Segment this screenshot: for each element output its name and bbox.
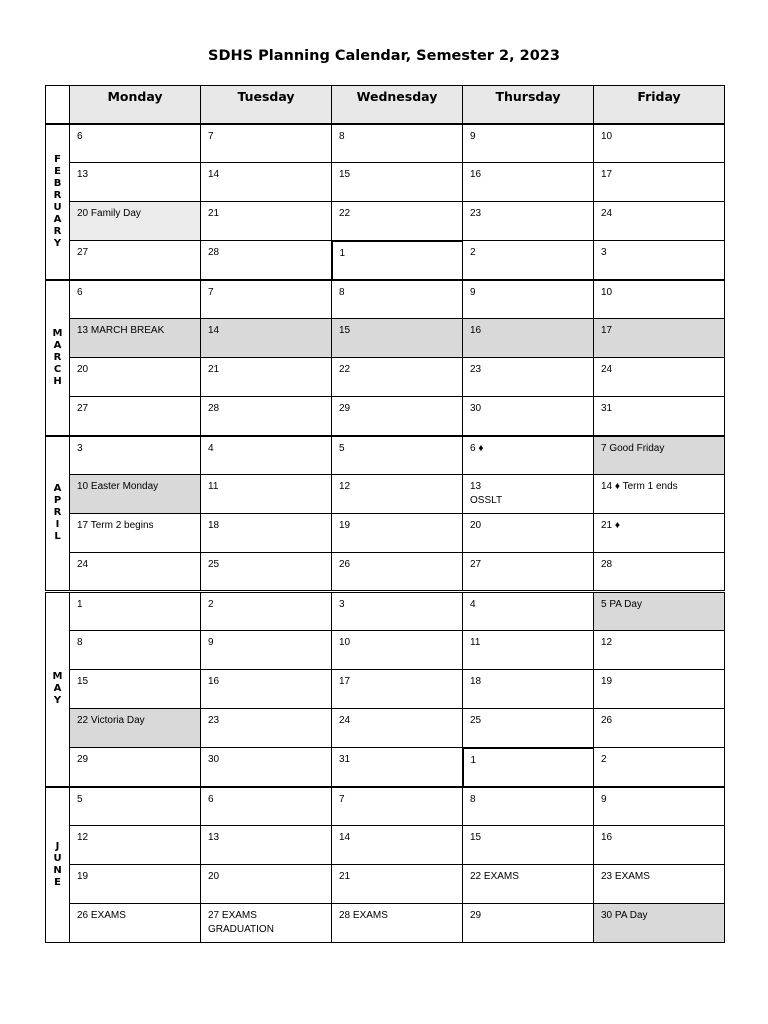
- day-cell-tuesday: [201, 280, 332, 319]
- day-cell-tuesday: [201, 514, 332, 553]
- day-cell-wednesday: [332, 553, 463, 592]
- day-text: 1: [470, 754, 477, 766]
- day-cell-friday: [594, 553, 725, 592]
- day-cell-monday: [70, 202, 201, 241]
- day-cell-wednesday: [332, 787, 463, 826]
- month-letter: J: [55, 840, 60, 852]
- month-block-march: [46, 280, 725, 436]
- day-cell-monday: [70, 904, 201, 943]
- week-row: [46, 124, 725, 163]
- day-cell-monday: [70, 709, 201, 748]
- day-text: 24: [601, 208, 613, 219]
- day-cell-thursday: [463, 904, 594, 943]
- day-cell-monday: [70, 280, 201, 319]
- day-cell-friday: [594, 163, 725, 202]
- week-row: [46, 787, 725, 826]
- day-text: 30: [208, 754, 220, 765]
- day-cell-monday: [70, 592, 201, 631]
- day-text: 15: [77, 676, 89, 687]
- day-cell-thursday: [463, 670, 594, 709]
- day-cell-friday: [594, 631, 725, 670]
- month-letter: U: [53, 201, 62, 213]
- day-text: 3: [77, 442, 83, 454]
- week-row: [46, 202, 725, 241]
- month-block-may: [46, 592, 725, 787]
- month-letter: H: [53, 375, 62, 387]
- day-cell-wednesday: [332, 631, 463, 670]
- day-text: 25: [208, 559, 220, 570]
- day-cell-thursday: [463, 748, 594, 787]
- day-cell-tuesday: [201, 709, 332, 748]
- day-cell-tuesday: [201, 397, 332, 436]
- day-text: 10: [601, 130, 613, 142]
- day-cell-wednesday: [332, 319, 463, 358]
- month-letter: P: [53, 495, 62, 507]
- day-cell-thursday: [463, 475, 594, 514]
- day-cell-wednesday: [332, 202, 463, 241]
- day-cell-thursday: [463, 436, 594, 475]
- day-cell-friday: [594, 397, 725, 436]
- month-letter: F: [54, 153, 61, 165]
- weekday-header-wednesday: Wednesday: [332, 86, 463, 124]
- day-text: 28 EXAMS: [339, 910, 388, 921]
- day-text: 2: [208, 599, 214, 610]
- day-text: 17 Term 2 begins: [77, 520, 154, 531]
- day-cell-tuesday: [201, 124, 332, 163]
- week-row: [46, 358, 725, 397]
- day-text: 16: [601, 832, 613, 843]
- day-cell-friday: [594, 241, 725, 280]
- week-row: [46, 592, 725, 631]
- day-text: 29: [470, 910, 482, 921]
- week-row: [46, 514, 725, 553]
- day-cell-thursday: [463, 124, 594, 163]
- month-letter: Y: [53, 695, 62, 707]
- day-cell-monday: [70, 163, 201, 202]
- weekday-header-tuesday: Tuesday: [201, 86, 332, 124]
- day-cell-thursday: [463, 514, 594, 553]
- day-text: 15: [339, 169, 351, 180]
- month-block-june: [46, 787, 725, 943]
- month-label-april: [46, 436, 70, 592]
- day-cell-friday: [594, 475, 725, 514]
- day-text: 16: [470, 325, 482, 336]
- day-cell-friday: [594, 826, 725, 865]
- day-cell-monday: [70, 358, 201, 397]
- day-cell-tuesday: [201, 592, 332, 631]
- day-text: 23: [470, 208, 482, 219]
- week-row: [46, 709, 725, 748]
- planning-calendar-table: [45, 85, 725, 943]
- week-row: [46, 397, 725, 436]
- day-text-line2: GRADUATION: [208, 924, 274, 935]
- day-cell-tuesday: [201, 631, 332, 670]
- day-text: 14: [339, 832, 351, 843]
- day-text: 22: [339, 364, 351, 375]
- day-cell-tuesday: [201, 748, 332, 787]
- day-text: 7 Good Friday: [601, 442, 665, 454]
- month-letter: Y: [53, 237, 62, 249]
- day-text: 10: [339, 637, 351, 648]
- day-text: 17: [339, 676, 351, 687]
- day-text: 9: [601, 793, 607, 805]
- day-text: 25: [470, 715, 482, 726]
- day-text: 7: [208, 286, 214, 298]
- day-cell-tuesday: [201, 319, 332, 358]
- day-text: 24: [339, 715, 351, 726]
- week-row: [46, 319, 725, 358]
- day-text: 24: [601, 364, 613, 375]
- day-cell-monday: [70, 748, 201, 787]
- day-cell-wednesday: [332, 280, 463, 319]
- day-text: 3: [339, 599, 345, 610]
- weekday-header-friday: Friday: [594, 86, 725, 124]
- month-label-june: [46, 787, 70, 943]
- day-cell-tuesday: [201, 826, 332, 865]
- month-letter: R: [53, 189, 62, 201]
- day-cell-wednesday: [332, 475, 463, 514]
- day-text: 21 ♦: [601, 520, 621, 531]
- day-text: 11: [470, 637, 481, 648]
- month-block-february: [46, 124, 725, 280]
- day-cell-wednesday: [332, 904, 463, 943]
- day-cell-tuesday: [201, 787, 332, 826]
- week-row: [46, 670, 725, 709]
- day-cell-friday: [594, 787, 725, 826]
- day-cell-thursday: [463, 787, 594, 826]
- day-text: 30 PA Day: [601, 910, 648, 921]
- day-cell-thursday: [463, 826, 594, 865]
- day-cell-friday: [594, 670, 725, 709]
- day-text: 3: [601, 247, 607, 258]
- day-text: 1: [339, 247, 346, 259]
- day-text: 15: [470, 832, 482, 843]
- day-text: 13 MARCH BREAK: [77, 325, 165, 336]
- week-row: [46, 748, 725, 787]
- day-cell-thursday: [463, 319, 594, 358]
- month-letter: U: [53, 852, 62, 864]
- day-cell-thursday: [463, 631, 594, 670]
- day-cell-monday: [70, 475, 201, 514]
- day-text: 26 EXAMS: [77, 910, 126, 921]
- day-text: 13: [470, 481, 482, 492]
- month-letter: E: [54, 876, 61, 888]
- day-text: 20 Family Day: [77, 208, 141, 219]
- day-cell-monday: [70, 553, 201, 592]
- day-cell-tuesday: [201, 436, 332, 475]
- day-text: 19: [339, 520, 351, 531]
- day-text: 9: [470, 130, 476, 142]
- day-text: 13: [208, 832, 220, 843]
- day-cell-thursday: [463, 163, 594, 202]
- day-text: 7: [208, 130, 214, 142]
- day-cell-wednesday: [332, 241, 463, 280]
- day-cell-tuesday: [201, 553, 332, 592]
- day-cell-monday: [70, 865, 201, 904]
- day-text: 8: [339, 130, 345, 142]
- day-cell-wednesday: [332, 163, 463, 202]
- month-letter: I: [55, 519, 60, 531]
- header-corner-cell: [46, 86, 70, 124]
- month-letter: R: [53, 507, 62, 519]
- month-letter: A: [53, 683, 62, 695]
- month-letter: N: [53, 864, 62, 876]
- day-text: 20: [77, 364, 89, 375]
- day-cell-monday: [70, 787, 201, 826]
- day-cell-monday: [70, 397, 201, 436]
- day-cell-wednesday: [332, 709, 463, 748]
- day-text: 16: [208, 676, 220, 687]
- day-text: 8: [77, 637, 83, 648]
- week-row: [46, 280, 725, 319]
- month-letter: A: [53, 213, 62, 225]
- day-text: 26: [339, 559, 351, 570]
- month-letter: A: [53, 339, 62, 351]
- day-cell-friday: [594, 709, 725, 748]
- day-text: 20: [208, 871, 220, 882]
- day-text: 23 EXAMS: [601, 871, 650, 882]
- day-text: 27: [77, 403, 89, 414]
- day-cell-monday: [70, 124, 201, 163]
- day-text: 7: [339, 793, 345, 805]
- day-cell-thursday: [463, 592, 594, 631]
- week-row: [46, 904, 725, 943]
- day-text: 26: [601, 715, 613, 726]
- day-text: 20: [470, 520, 482, 531]
- day-text: 12: [77, 832, 89, 843]
- day-text: 16: [470, 169, 482, 180]
- day-cell-monday: [70, 670, 201, 709]
- day-text: 2: [470, 247, 476, 258]
- day-text: 5: [339, 442, 345, 454]
- week-row: [46, 163, 725, 202]
- day-cell-tuesday: [201, 865, 332, 904]
- month-letter: A: [53, 483, 62, 495]
- day-cell-tuesday: [201, 904, 332, 943]
- month-letter: M: [52, 327, 63, 339]
- day-text: 2: [601, 754, 607, 765]
- day-text: 12: [339, 481, 351, 492]
- day-cell-thursday: [463, 397, 594, 436]
- weekday-header-thursday: Thursday: [463, 86, 594, 124]
- day-text: 28: [601, 559, 613, 570]
- day-cell-tuesday: [201, 358, 332, 397]
- day-cell-wednesday: [332, 826, 463, 865]
- day-text: 21: [208, 208, 220, 219]
- day-text: 5 PA Day: [601, 599, 642, 610]
- day-text: 21: [339, 871, 351, 882]
- day-cell-tuesday: [201, 241, 332, 280]
- day-cell-friday: [594, 280, 725, 319]
- day-text: 29: [339, 403, 351, 414]
- day-cell-friday: [594, 865, 725, 904]
- day-text: 4: [208, 442, 214, 454]
- day-text: 18: [470, 676, 482, 687]
- day-cell-friday: [594, 358, 725, 397]
- day-text: 27: [470, 559, 482, 570]
- day-text: 27 EXAMS: [208, 910, 257, 921]
- day-text: 14: [208, 325, 220, 336]
- day-text: 31: [601, 403, 613, 414]
- day-text-line2: OSSLT: [470, 495, 503, 506]
- day-text: 21: [208, 364, 220, 375]
- weekday-header-row: [46, 86, 725, 124]
- day-text: 9: [470, 286, 476, 298]
- day-text: 10 Easter Monday: [77, 481, 159, 492]
- month-label-march: [46, 280, 70, 436]
- day-text: 6: [77, 130, 83, 142]
- day-text: 17: [601, 325, 613, 336]
- day-text: 19: [77, 871, 89, 882]
- day-cell-friday: [594, 436, 725, 475]
- day-text: 22: [339, 208, 351, 219]
- month-letter: B: [53, 177, 62, 189]
- day-text: 28: [208, 247, 220, 258]
- day-cell-wednesday: [332, 514, 463, 553]
- day-cell-wednesday: [332, 592, 463, 631]
- day-text: 19: [601, 676, 613, 687]
- day-cell-wednesday: [332, 358, 463, 397]
- day-text: 30: [470, 403, 482, 414]
- day-text: 15: [339, 325, 351, 336]
- day-text: 12: [601, 637, 613, 648]
- day-cell-thursday: [463, 865, 594, 904]
- day-cell-wednesday: [332, 397, 463, 436]
- day-text: 5: [77, 793, 83, 805]
- weekday-header-monday: Monday: [70, 86, 201, 124]
- month-label-may: [46, 592, 70, 787]
- month-letter: E: [54, 165, 61, 177]
- day-text: 11: [208, 481, 219, 492]
- day-text: 28: [208, 403, 220, 414]
- week-row: [46, 826, 725, 865]
- day-cell-thursday: [463, 709, 594, 748]
- day-cell-tuesday: [201, 163, 332, 202]
- week-row: [46, 553, 725, 592]
- day-cell-thursday: [463, 553, 594, 592]
- day-cell-monday: [70, 631, 201, 670]
- day-text: 24: [77, 559, 89, 570]
- day-text: 6: [208, 793, 214, 805]
- day-text: 6: [77, 286, 83, 298]
- day-text: 18: [208, 520, 220, 531]
- day-cell-friday: [594, 514, 725, 553]
- day-text: 14 ♦ Term 1 ends: [601, 481, 678, 492]
- day-cell-monday: [70, 436, 201, 475]
- page-title: SDHS Planning Calendar, Semester 2, 2023: [208, 48, 560, 64]
- month-letter: R: [53, 225, 62, 237]
- month-letter: R: [53, 351, 62, 363]
- day-cell-monday: [70, 514, 201, 553]
- week-row: [46, 436, 725, 475]
- week-row: [46, 631, 725, 670]
- day-cell-monday: [70, 319, 201, 358]
- day-text: 8: [470, 793, 476, 805]
- month-block-april: [46, 436, 725, 592]
- day-text: 22 EXAMS: [470, 871, 519, 882]
- day-cell-wednesday: [332, 670, 463, 709]
- month-label-february: [46, 124, 70, 280]
- month-letter: M: [52, 671, 63, 683]
- day-text: 14: [208, 169, 220, 180]
- day-text: 27: [77, 247, 89, 258]
- day-cell-wednesday: [332, 124, 463, 163]
- day-cell-friday: [594, 124, 725, 163]
- day-text: 22 Victoria Day: [77, 715, 145, 726]
- month-letter: L: [54, 531, 61, 543]
- day-cell-thursday: [463, 241, 594, 280]
- day-cell-wednesday: [332, 865, 463, 904]
- day-text: 9: [208, 637, 214, 648]
- day-cell-wednesday: [332, 748, 463, 787]
- day-text: 1: [77, 599, 83, 610]
- day-cell-wednesday: [332, 436, 463, 475]
- day-cell-friday: [594, 202, 725, 241]
- day-text: 29: [77, 754, 89, 765]
- day-text: 6 ♦: [470, 442, 484, 454]
- day-cell-friday: [594, 904, 725, 943]
- day-cell-monday: [70, 826, 201, 865]
- day-text: 4: [470, 599, 476, 610]
- day-text: 8: [339, 286, 345, 298]
- day-cell-thursday: [463, 358, 594, 397]
- week-row: [46, 475, 725, 514]
- week-row: [46, 865, 725, 904]
- day-cell-tuesday: [201, 202, 332, 241]
- day-cell-tuesday: [201, 475, 332, 514]
- day-text: 17: [601, 169, 613, 180]
- day-cell-friday: [594, 319, 725, 358]
- day-cell-friday: [594, 748, 725, 787]
- week-row: [46, 241, 725, 280]
- day-text: 10: [601, 286, 613, 298]
- day-cell-friday: [594, 592, 725, 631]
- day-text: 23: [470, 364, 482, 375]
- day-text: 31: [339, 754, 351, 765]
- day-cell-thursday: [463, 202, 594, 241]
- day-cell-thursday: [463, 280, 594, 319]
- day-cell-tuesday: [201, 670, 332, 709]
- day-text: 23: [208, 715, 220, 726]
- month-letter: C: [53, 363, 62, 375]
- day-cell-monday: [70, 241, 201, 280]
- day-text: 13: [77, 169, 89, 180]
